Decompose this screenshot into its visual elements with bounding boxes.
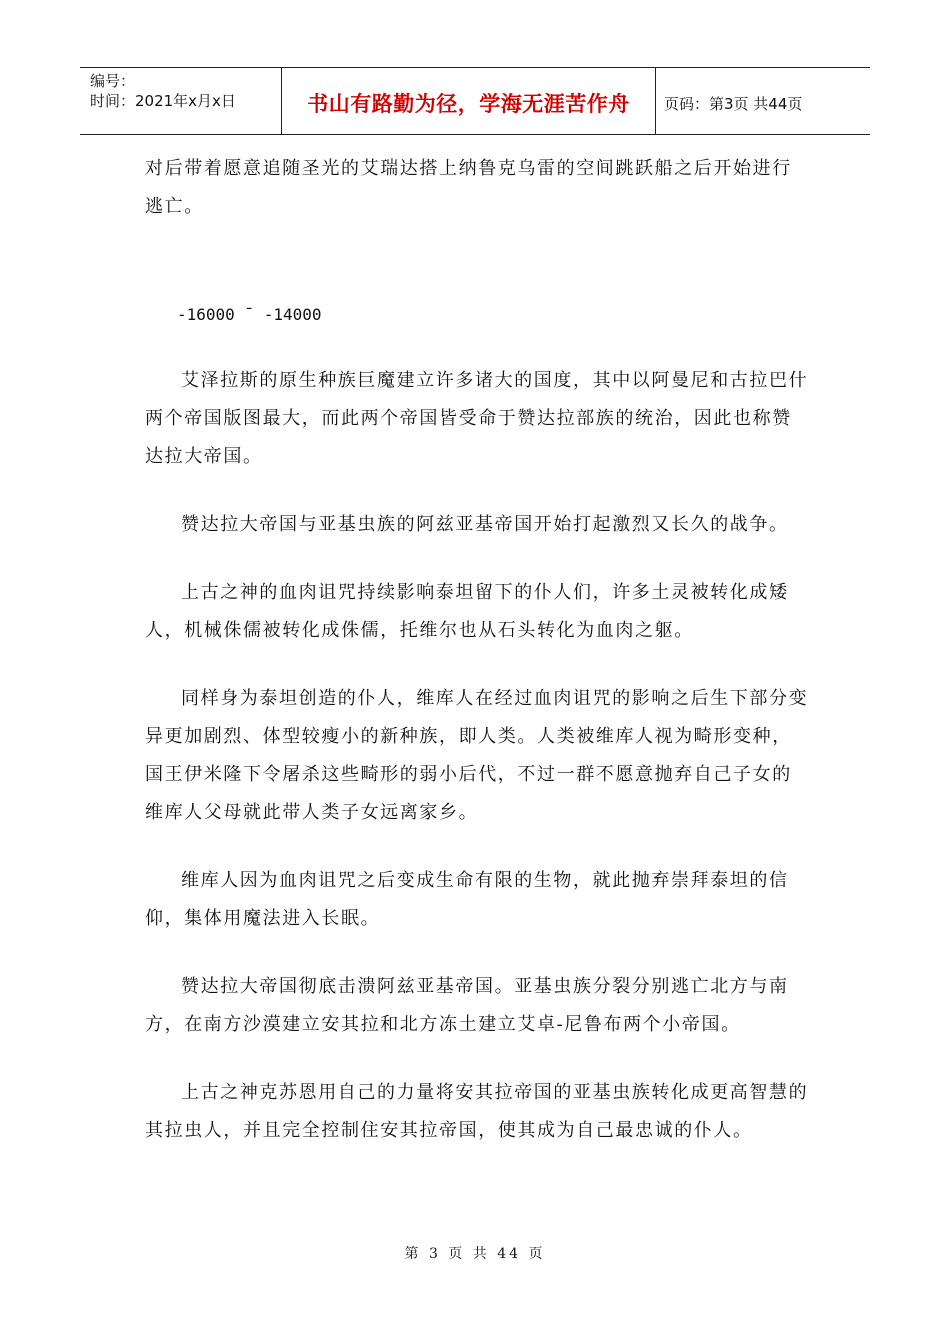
header-motto: 书山有路勤为径，学海无涯苦作舟	[282, 68, 656, 134]
paragraph: 上古之神克苏恩用自己的力量将安其拉帝国的亚基虫族转化成更高智慧的其拉虫人，并且完全控制住安其拉帝国，使其成为自己最忠诚的仆人。	[145, 1082, 809, 1141]
paragraph: 对后带着愿意追随圣光的艾瑞达搭上纳鲁克乌雷的空间跳跃船之后开始进行逃亡。	[145, 158, 792, 217]
paragraph: 同样身为泰坦创造的仆人，维库人在经过血肉诅咒的影响之后生下部分变异更加剧烈、体型较瘦小的新种族，即人类。人类被维库人视为畸形变种，国王伊米隆下令屠杀这些畸形的弱小后代，不过一群不愿意抛弃自己子女的维库人父母就此带人类子女远离家乡。	[145, 688, 809, 823]
document-number-label: 编号：	[90, 72, 136, 90]
page-footer: 第 3 页 共 44 页	[404, 1246, 546, 1262]
document-date-label: 时间：2021年x月x日	[90, 92, 236, 110]
paragraph: 维库人因为血肉诅咒之后变成生命有限的生物，就此抛弃崇拜泰坦的信仰，集体用魔法进入长眠。	[145, 870, 789, 929]
paragraph: 赞达拉大帝国彻底击溃阿兹亚基帝国。亚基虫族分裂分别逃亡北方与南方，在南方沙漠建立安其拉和北方冻土建立艾卓-尼鲁布两个小帝国。	[145, 976, 789, 1035]
paragraph: 上古之神的血肉诅咒持续影响泰坦留下的仆人们，许多土灵被转化成矮人，机械侏儒被转化成侏儒，托维尔也从石头转化为血肉之躯。	[145, 582, 789, 641]
document-body	[145, 150, 810, 1180]
header-meta	[80, 68, 282, 134]
paragraph: 艾泽拉斯的原生种族巨魔建立许多诸大的国度，其中以阿曼尼和古拉巴什两个帝国版图最大，而此两个帝国皆受命于赞达拉部族的统治，因此也称赞达拉大帝国。	[145, 370, 809, 467]
page-header	[80, 67, 870, 135]
paragraph: 赞达拉大帝国与亚基虫族的阿兹亚基帝国开始打起激烈又长久的战争。	[181, 514, 789, 535]
header-page-indicator: 页码：第3页 共44页	[664, 94, 803, 113]
year-range-heading: -16000 ¯ -14000	[177, 305, 322, 324]
